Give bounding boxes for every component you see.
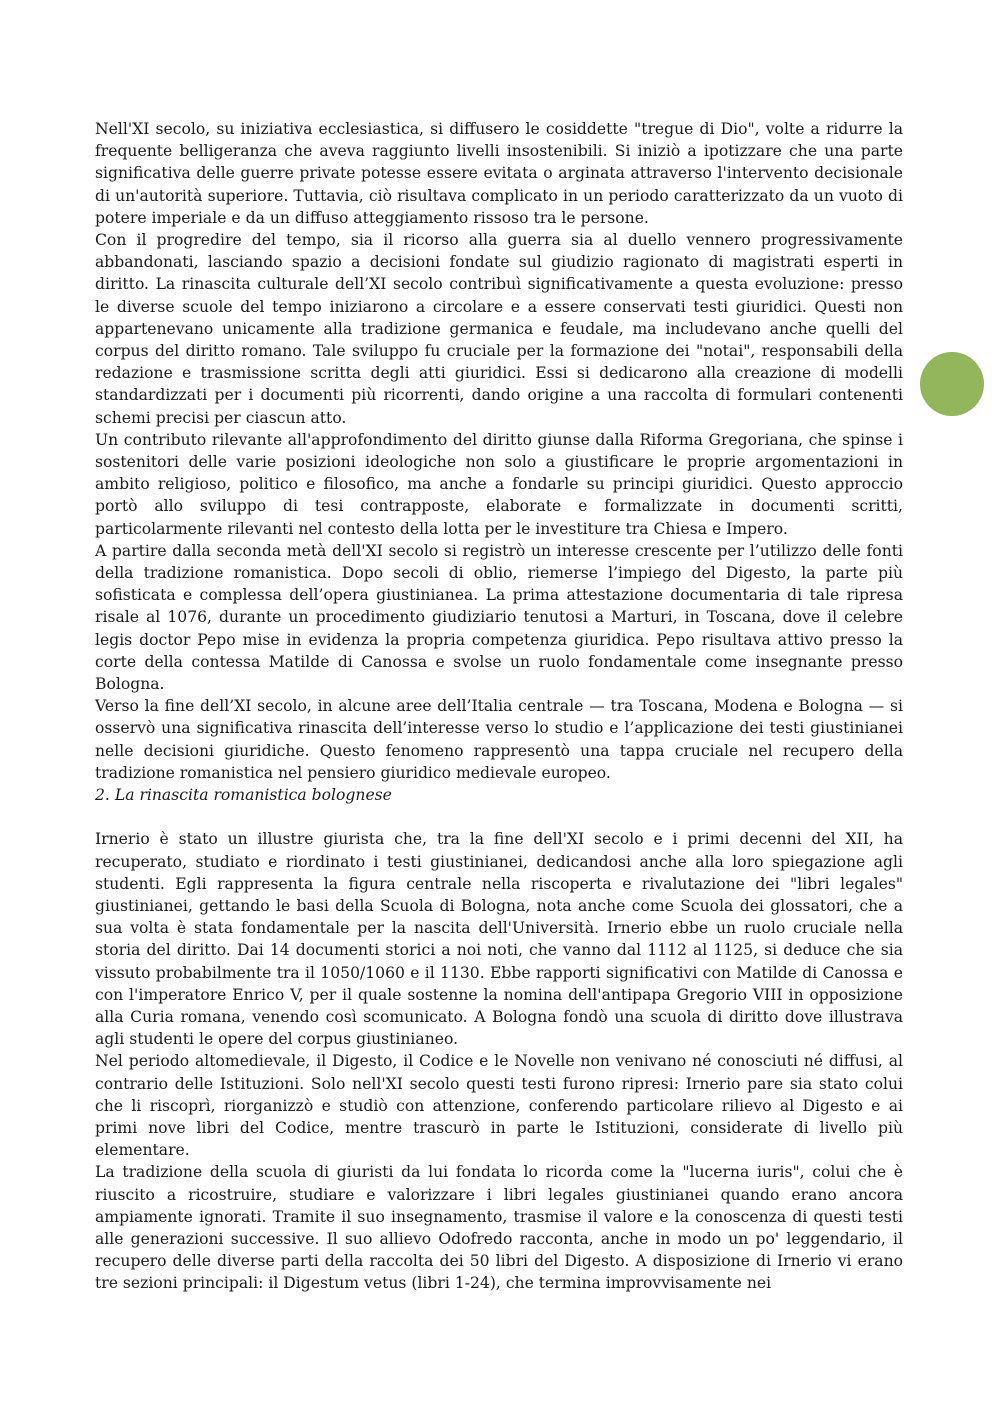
document-body — [95, 118, 903, 1295]
paragraph: La tradizione della scuola di giuristi da lui fondata lo ricorda come la "lucerna iuris", colui che è riuscito a ricostruire, studiare e valorizzare i libri legales giustinianei quando erano ancora ampiamente ignorati. Tramite il suo insegnamento, trasmise il valore e la conoscenza di questi testi alle generazioni successive. Il suo allievo Odofredo racconta, anche in modo un po' leggendario, il recupero delle diverse parti della raccolta dei 50 libri del Digesto. A disposizione di Irnerio vi erano tre sezioni principali: il Digestum vetus (libri 1-24), che termina improvvisamente nei — [95, 1163, 903, 1293]
paragraph: Nel periodo altomedievale, il Digesto, il Codice e le Novelle non venivano né conosciuti né diffusi, al contrario delle Istituzioni. Solo nell'XI secolo questi testi furono ripresi: Irnerio pare sia stato colui che li riscoprì, riorganizzò e studiò con attenzione, conferendo particolare rilievo al Digesto e ai primi nove libri del Codice, mentre trascurò in parte le Istituzioni, considerate di livello più elementare. — [95, 1052, 903, 1160]
paragraph: Irnerio è stato un illustre giurista che, tra la fine dell'XI secolo e i primi decenni del XII, ha recuperato, studiato e riordinato i testi giustinianei, dedicandosi anche alla loro spiegazione agli studenti. Egli rappresenta la figura centrale nella riscoperta e rivalutazione dei "libri legales" giustinianei, gettando le basi della Scuola di Bologna, nota anche come Scuola dei glossatori, che a sua volta è stata fondamentale per la nascita dell'Università. Irnerio ebbe un ruolo cruciale nella storia del diritto. Dai 14 documenti storici a noi noti, che vanno dal 1112 al 1125, si deduce che sia vissuto probabilmente tra il 1050/1060 e il 1130. Ebbe rapporti significativi con Matilde di Canossa e con l'imperatore Enrico V, per il quale sostenne la nomina dell'antipapa Gregorio VIII in opposizione alla Curia romana, venendo così scomunicato. A Bologna fondò una scuola di diritto dove illustrava agli studenti le opere del corpus giustinianeo. — [95, 830, 903, 1049]
paragraph: A partire dalla seconda metà dell'XI secolo si registrò un interesse crescente per l’utilizzo delle fonti della tradizione romanistica. Dopo secoli di oblio, riemerse l’impiego del Digesto, la parte più sofisticata e complessa dell’opera giustinianea. La prima attestazione documentaria di tale ripresa risale al 1076, durante un procedimento giudiziario tenutosi a Marturi, in Toscana, dove il celebre legis doctor Pepo mise in evidenza la propria competenza giuridica. Pepo risultava attivo presso la corte della contessa Matilde di Canossa e svolse un ruolo fondamentale come insegnante presso Bologna. — [95, 541, 903, 694]
paragraph: Nell'XI secolo, su iniziativa ecclesiastica, si diffusero le cosiddette "tregue di Dio", volte a ridurre la frequente belligeranza che aveva raggiunto livelli insostenibili. Si iniziò a ipotizzare che una parte significativa delle guerre private potesse essere evitata o arginata attraverso l'intervento decisionale di un'autorità superiore. Tuttavia, ciò risultava complicato in un periodo caratterizzato da un vuoto di potere imperiale e da un diffuso atteggiamento rissoso tra le persone. — [95, 120, 903, 227]
paragraph: Un contributo rilevante all'approfondimento del diritto giunse dalla Riforma Gregoriana, che spinse i sostenitori delle varie posizioni ideologiche non solo a giustificare le proprie argomentazioni in ambito religioso, politico e filosofico, ma anche a fondarle su principi giuridici. Questo approccio portò allo sviluppo di tesi contrapposte, elaborate e formalizzate in documenti scritti, particolarmente rilevanti nel contesto della lotta per le investiture tra Chiesa e Impero. — [95, 430, 903, 538]
section-1 — [95, 118, 903, 784]
section-heading: 2. La rinascita romanistica bolognese — [95, 786, 392, 805]
section-2 — [95, 784, 903, 1294]
margin-decoration-dot — [920, 352, 984, 416]
paragraph: Con il progredire del tempo, sia il ricorso alla guerra sia al duello vennero progressivamente abbandonati, lasciando spazio a decisioni fondate sul giudizio ragionato di magistrati esperti in diritto. La rinascita culturale dell’XI secolo contribuì significativamente a questa evoluzione: presso le diverse scuole del tempo iniziarono a circolare e a essere conservati testi giuridici. Questi non appartenevano unicamente alla tradizione germanica e feudale, ma includevano anche quelli del corpus del diritto romano. Tale sviluppo fu cruciale per la formazione dei "notai", responsabili della redazione e trasmissione scritta degli atti giuridici. Essi si dedicarono alla creazione di modelli standardizzati per i documenti più ricorrenti, dando origine a una raccolta di formulari contenenti schemi precisi per ciascun atto. — [95, 231, 903, 427]
paragraph: Verso la fine dell’XI secolo, in alcune aree dell’Italia centrale — tra Toscana, Modena e Bologna — si osservò una significativa rinascita dell’interesse verso lo studio e l’applicazione dei testi giustinianei nelle decisioni giuridiche. Questo fenomeno rappresentò una tappa cruciale nel recupero della tradizione romanistica nel pensiero giuridico medievale europeo. — [95, 697, 903, 782]
